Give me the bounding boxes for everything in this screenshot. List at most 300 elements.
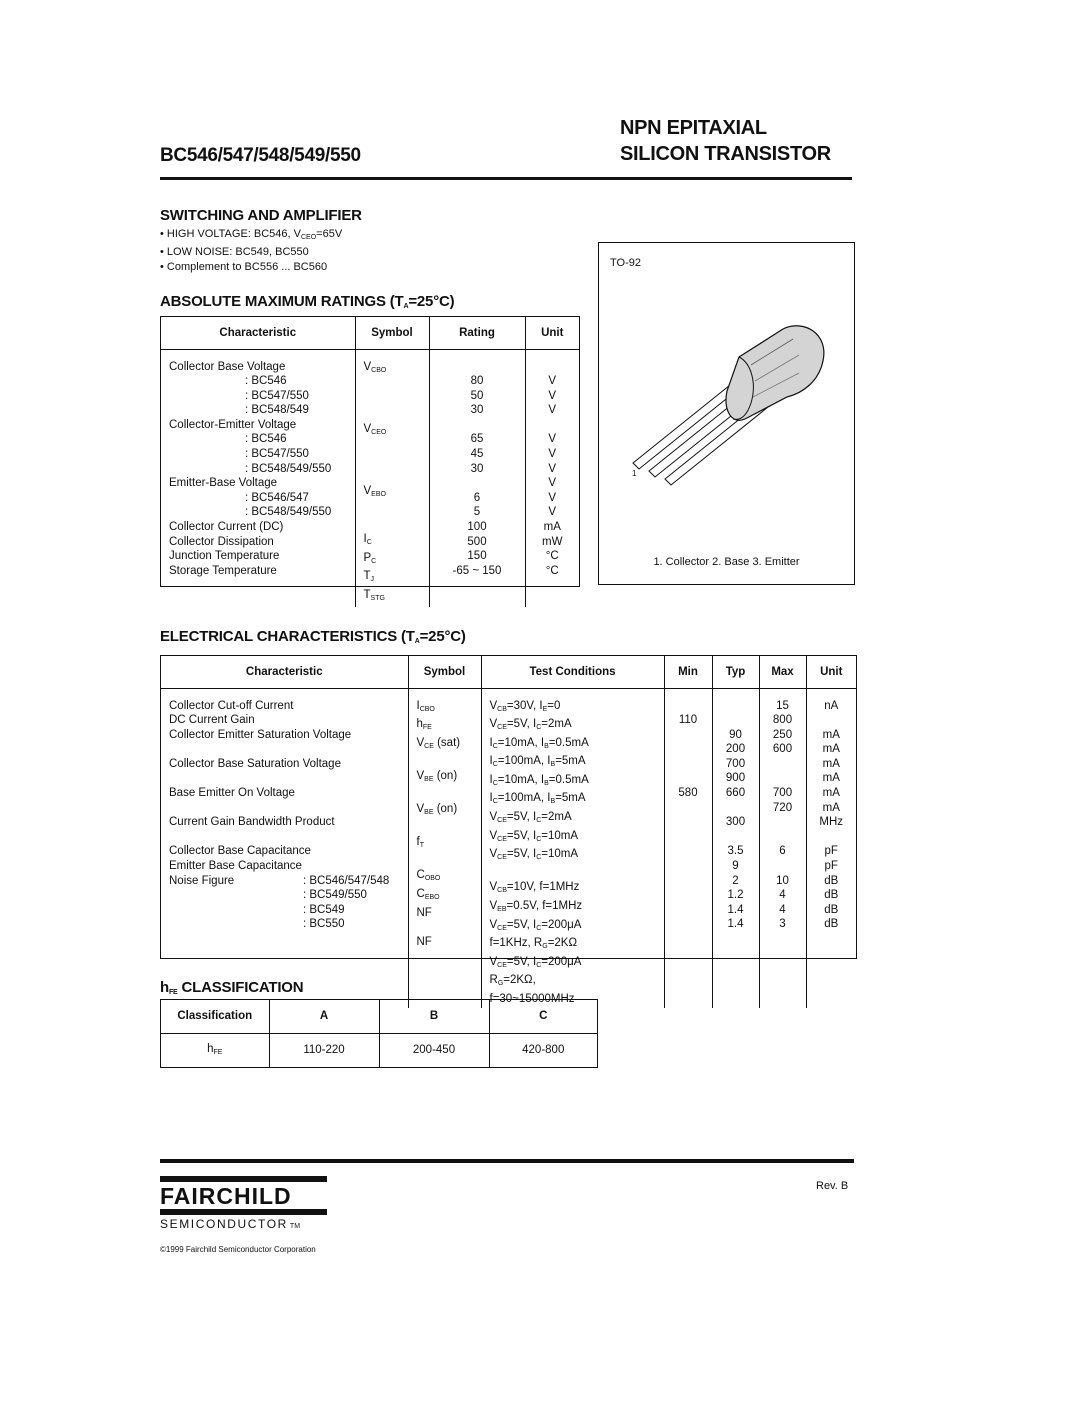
elec-condition-cell	[490, 955, 663, 974]
elec-unit-cell	[808, 830, 856, 845]
abs-unit-cell: °C	[545, 550, 559, 563]
condition-text: I	[489, 755, 493, 768]
abs-char-cell: Collector-Emitter Voltage	[169, 418, 297, 431]
elec-char-cell	[169, 844, 407, 859]
elec-symbol-suffix: (on)	[433, 769, 458, 782]
condition-subscript: C	[536, 924, 542, 932]
abs-symbol-cell	[364, 378, 428, 393]
elec-col-symbol: Symbol	[408, 656, 481, 688]
condition-subscript: CE	[497, 854, 507, 862]
condition-text: f=30~15000MHz	[489, 993, 575, 1005]
elec-symbol-cell	[417, 854, 480, 869]
condition-subscript: C	[536, 961, 542, 969]
elec-char-text: Base Emitter On Voltage	[169, 787, 295, 800]
condition-text: V	[489, 955, 498, 968]
feature-item	[160, 245, 342, 260]
abs-unit-cell: mW	[542, 535, 563, 548]
elec-char-cell	[169, 888, 407, 903]
elec-unit-cell: mA	[822, 728, 840, 741]
condition-text: =100mA, I	[497, 792, 551, 805]
condition-subscript: C	[492, 779, 498, 787]
elec-typ-cell	[714, 713, 758, 728]
condition-text: =200μA	[541, 955, 582, 968]
abs-symbol-subscript: STG	[370, 594, 385, 602]
elec-min-cell	[666, 742, 711, 757]
condition-subscript: CE	[497, 961, 507, 969]
abs-symbol-subscript: CEO	[371, 428, 387, 436]
to92-package-drawing	[627, 321, 827, 491]
elec-condition-cell	[490, 810, 663, 829]
elec-symbol-suffix: (on)	[433, 803, 458, 816]
condition-subscript: CE	[497, 924, 507, 932]
condition-subscript: CB	[497, 705, 507, 713]
hfe-value-b: 200-450	[379, 1033, 489, 1067]
abs-char-cell: : BC548/549	[245, 404, 309, 417]
hfe-col-b: B	[379, 1000, 489, 1033]
abs-rating-cell: 150	[467, 550, 487, 563]
abs-symbol-text: V	[363, 360, 372, 373]
condition-text: V	[489, 900, 498, 913]
elec-char-text: DC Current Gain	[169, 714, 255, 727]
elec-min-cell: 580	[678, 787, 698, 800]
elec-max-cell: 250	[772, 728, 793, 741]
elec-unit-cell: pF	[824, 845, 838, 858]
condition-subscript: C	[492, 798, 498, 806]
elec-unit-cell: mA	[822, 757, 840, 770]
elec-min-column	[664, 688, 712, 1008]
pinout-caption: 1. Collector 2. Base 3. Emitter	[653, 556, 800, 568]
condition-text: =0.5mA	[548, 773, 589, 786]
footer-rule	[160, 1159, 854, 1163]
abs-char-cell: Collector Dissipation	[169, 535, 274, 548]
abs-char-cell: : BC546/547	[245, 491, 309, 504]
condition-subscript: B	[550, 761, 556, 769]
logo-bar-bottom	[160, 1209, 327, 1215]
condition-text: V	[489, 811, 498, 824]
condition-text: V	[489, 699, 498, 712]
condition-subscript: CB	[497, 887, 507, 895]
abs-col-characteristic: Characteristic	[161, 317, 355, 349]
elec-symbol-subscript: EBO	[424, 894, 440, 902]
condition-text: I	[489, 792, 493, 805]
condition-subscript: EB	[497, 906, 507, 914]
type-line-1: NPN EPITAXIAL	[620, 117, 767, 139]
elec-symbol-subscript: BE	[424, 809, 434, 817]
elec-symbol-cell	[417, 964, 480, 979]
elec-max-cell	[761, 859, 805, 874]
abs-unit-cell: V	[548, 404, 557, 417]
abs-char-cell: : BC547/550	[245, 389, 309, 402]
abs-symbol-cell	[364, 484, 428, 503]
abs-rating-cell	[431, 418, 524, 433]
abs-symbol-cell	[364, 360, 428, 379]
elec-symbol-text: V	[416, 769, 425, 782]
elec-max-cell	[761, 771, 805, 786]
elec-condition-cell	[490, 791, 663, 810]
condition-text: =5V, I	[506, 848, 537, 861]
elec-unit-cell: nA	[824, 699, 839, 712]
abs-max-table	[160, 316, 580, 602]
elec-symbol-cell	[417, 887, 480, 906]
feature-item	[160, 227, 342, 245]
elec-max-cell: 800	[772, 714, 793, 727]
logo-bar-top	[160, 1176, 327, 1182]
hfe-value-c: 420-800	[522, 1043, 565, 1056]
condition-text: V	[489, 848, 498, 861]
elec-symbol-text: I	[416, 699, 420, 712]
elec-symbol-text: V	[416, 736, 425, 749]
elec-char-cell	[169, 917, 407, 932]
abs-symbol-column	[355, 349, 429, 607]
pin-one-label: 1	[632, 469, 637, 478]
condition-text: R	[489, 974, 498, 987]
condition-text: V	[489, 829, 498, 842]
abs-symbol-cell	[364, 517, 428, 532]
elec-unit-cell: dB	[824, 874, 839, 887]
elec-condition-cell	[490, 918, 663, 937]
abs-rating-cell: 50	[470, 389, 484, 402]
elec-col-typ: Typ	[712, 656, 759, 688]
elec-char-text: Noise Figure	[169, 874, 235, 887]
condition-subscript: C	[492, 742, 498, 750]
abs-symbol-cell	[364, 440, 428, 455]
abs-char-cell: : BC547/550	[245, 448, 309, 461]
hfe-table	[160, 999, 598, 1068]
abs-symbol-text: V	[363, 422, 372, 435]
elec-char-variant: : BC550	[303, 918, 345, 931]
elec-max-cell: 720	[772, 801, 793, 814]
abs-char-cell: Storage Temperature	[169, 564, 277, 577]
condition-text: =5mA	[555, 792, 586, 805]
abs-unit-cell	[527, 360, 579, 375]
abs-characteristic-column	[161, 349, 355, 607]
abs-rating-cell: 6	[473, 491, 481, 504]
elec-symbol-subscript: BE	[424, 775, 434, 783]
elec-typ-cell: 660	[725, 787, 746, 800]
elec-typ-cell	[714, 830, 758, 845]
elec-characteristic-column	[161, 688, 408, 1008]
elec-symbol-text: V	[416, 803, 425, 816]
elec-max-cell: 10	[776, 874, 789, 887]
abs-rating-column	[429, 349, 525, 607]
condition-subscript: CE	[497, 817, 507, 825]
hfe-col-classification: Classification	[161, 1000, 269, 1033]
elec-max-cell: 3	[779, 918, 786, 931]
elec-max-cell	[761, 815, 805, 830]
feature-text: • LOW NOISE: BC549, BC550	[160, 246, 309, 258]
elec-char-text: Collector Base Saturation Voltage	[169, 757, 341, 770]
elec-char-text: Current Gain Bandwidth Product	[169, 816, 335, 829]
condition-text: I	[489, 773, 493, 786]
hfe-heading: $h_{FE}$ CLASSIFICATION	[160, 979, 304, 996]
elec-typ-cell	[714, 932, 758, 947]
condition-text: I	[489, 736, 493, 749]
condition-subscript: B	[544, 779, 549, 787]
abs-symbol-cell	[364, 588, 428, 607]
elec-typ-cell: 200	[725, 743, 746, 756]
elec-typ-cell: 90	[729, 728, 742, 741]
elec-condition-cell	[490, 880, 663, 899]
abs-symbol-cell	[364, 569, 428, 588]
elec-unit-cell	[808, 713, 856, 728]
condition-text: =0.5mA	[548, 736, 589, 749]
elec-unit-cell: mA	[822, 743, 840, 756]
condition-text: f=1KHz, R	[489, 937, 543, 950]
elec-char-cell	[169, 742, 407, 757]
elec-heading: ELECTRICAL CHARACTERISTICS $(T_A=25^\circ C)$	[160, 628, 466, 645]
abs-rating-cell: 30	[470, 404, 484, 417]
elec-unit-cell: dB	[824, 903, 839, 916]
elec-min-cell	[666, 830, 711, 845]
elec-max-cell: 4	[779, 889, 786, 902]
elec-min-cell	[666, 844, 711, 859]
condition-subscript: CE	[497, 835, 507, 843]
elec-symbol-cell	[417, 802, 480, 821]
abs-unit-cell: V	[548, 462, 557, 475]
elec-symbol-subscript: CE	[424, 742, 434, 750]
elec-min-cell	[666, 757, 711, 772]
elec-unit-cell: dB	[824, 889, 839, 902]
abs-rating-cell: 45	[470, 448, 484, 461]
elec-typ-cell: 9	[732, 860, 739, 873]
copyright: ©1999 Fairchild Semiconductor Corporation	[160, 1245, 316, 1254]
elec-condition-cell	[490, 754, 663, 773]
elec-symbol-text: C	[416, 869, 425, 882]
condition-text: =5mA	[555, 755, 586, 768]
abs-char-cell: Emitter-Base Voltage	[169, 477, 278, 490]
elec-char-cell	[169, 699, 407, 714]
elec-char-cell	[169, 771, 407, 786]
abs-symbol-cell	[364, 551, 428, 570]
condition-text: =10mA	[541, 848, 579, 861]
condition-subscript: G	[542, 943, 548, 951]
elec-unit-cell: mA	[822, 772, 840, 785]
intro-heading: SWITCHING AND AMPLIFIER	[160, 207, 362, 224]
condition-subscript: C	[536, 854, 542, 862]
abs-symbol-cell	[364, 393, 428, 408]
elec-symbol-subscript: OBO	[424, 875, 441, 883]
package-name: TO-92	[610, 257, 641, 269]
elec-char-variant: : BC546/547/548	[303, 874, 390, 887]
abs-unit-cell: V	[548, 477, 557, 490]
elec-char-text: Collector Base Capacitance	[169, 845, 311, 858]
abs-char-cell: : BC546	[245, 375, 287, 388]
abs-unit-cell: mA	[543, 521, 561, 534]
elec-symbol-text: C	[416, 888, 425, 901]
abs-rating-cell: 30	[470, 462, 484, 475]
elec-typ-column	[712, 688, 759, 1008]
elec-max-cell: 6	[779, 845, 786, 858]
abs-char-cell: Junction Temperature	[169, 550, 280, 563]
abs-char-cell: Collector Current (DC)	[169, 521, 284, 534]
abs-rating-cell: -65 ~ 150	[452, 564, 502, 577]
abs-unit-cell: V	[548, 433, 557, 446]
elec-condition-cell	[490, 899, 663, 918]
abs-char-cell: : BC548/549/550	[245, 462, 332, 475]
condition-text: =2KΩ	[547, 937, 578, 950]
elec-min-cell	[666, 859, 711, 874]
condition-text: =100mA, I	[497, 755, 551, 768]
elec-min-cell: 110	[678, 714, 698, 727]
abs-unit-cell: V	[548, 448, 557, 461]
elec-symbol-cell	[417, 868, 480, 887]
condition-subscript: B	[550, 798, 556, 806]
condition-text: =200μA	[541, 918, 582, 931]
abs-unit-cell: °C	[545, 564, 559, 577]
condition-text: =10mA, I	[497, 773, 545, 786]
elec-condition-cell	[490, 773, 663, 792]
logo-wordmark: FAIRCHILD	[160, 1183, 292, 1209]
elec-char-variant: : BC549/550	[303, 889, 367, 902]
elec-symbol-cell	[417, 935, 480, 950]
elec-max-cell	[761, 757, 805, 772]
elec-min-cell	[666, 917, 711, 932]
elec-typ-cell: 1.4	[727, 903, 744, 916]
condition-subscript: C	[492, 761, 498, 769]
condition-subscript: C	[536, 817, 542, 825]
elec-typ-cell: 1.2	[727, 889, 744, 902]
elec-typ-cell: 1.4	[727, 918, 744, 931]
hfe-col-a: A	[269, 1000, 379, 1033]
elec-char-cell	[169, 713, 407, 728]
condition-subscript: E	[542, 705, 548, 713]
elec-max-cell: 700	[772, 787, 793, 800]
elec-symbol-cell	[417, 736, 480, 755]
condition-subscript: C	[536, 835, 542, 843]
abs-rating-cell: 80	[470, 375, 484, 388]
elec-condition-cell	[490, 847, 663, 866]
elec-symbol-cell	[417, 699, 480, 718]
elec-char-cell	[169, 757, 407, 772]
elec-conditions-column	[481, 688, 664, 1008]
abs-unit-cell	[527, 418, 579, 433]
elec-max-cell	[761, 830, 805, 845]
fairchild-logo	[160, 1176, 350, 1236]
abs-col-rating: Rating	[429, 317, 525, 349]
elec-max-cell: 600	[772, 743, 793, 756]
condition-text: =5V, I	[506, 718, 537, 731]
elec-typ-cell: 300	[725, 816, 746, 829]
package-box	[598, 242, 855, 585]
abs-symbol-text: V	[363, 485, 372, 498]
abs-col-symbol: Symbol	[355, 317, 429, 349]
abs-unit-cell: V	[548, 389, 557, 402]
abs-rating-cell	[431, 360, 524, 375]
elec-typ-cell: 700	[725, 757, 746, 770]
abs-symbol-cell	[364, 455, 428, 470]
elec-condition-cell	[490, 736, 663, 755]
elec-condition-cell	[490, 699, 663, 718]
hfe-row-label: $h_{FE}$	[161, 1033, 269, 1067]
abs-symbol-text: I	[363, 533, 367, 546]
elec-char-cell	[169, 728, 407, 743]
elec-unit-cell: pF	[824, 860, 838, 873]
abs-rating-cell: 500	[467, 535, 487, 548]
elec-char-variant: : BC549	[303, 903, 345, 916]
header-rule	[160, 177, 852, 180]
elec-min-cell	[666, 903, 711, 918]
elec-max-column	[759, 688, 806, 1008]
abs-symbol-cell	[364, 503, 428, 518]
elec-unit-cell	[808, 932, 856, 947]
elec-max-cell	[761, 932, 805, 947]
elec-char-cell	[169, 801, 407, 816]
elec-symbol-text: f	[416, 836, 420, 849]
elec-char-cell	[169, 830, 407, 845]
elec-min-cell	[666, 771, 711, 786]
elec-symbol-text: NF	[416, 935, 432, 948]
elec-char-cell	[169, 815, 407, 830]
elec-typ-cell: 3.5	[727, 845, 744, 858]
condition-text: =30V, I	[506, 699, 543, 712]
feature-text-end: =65V	[316, 228, 343, 240]
elec-col-unit: Unit	[806, 656, 856, 688]
elec-symbol-cell	[417, 835, 480, 854]
elec-symbol-text: NF	[416, 906, 432, 919]
package-body	[726, 326, 824, 421]
abs-rating-cell	[431, 476, 524, 491]
abs-unit-cell: V	[548, 506, 557, 519]
elec-symbol-cell	[417, 821, 480, 836]
condition-text: =5V, I	[506, 829, 537, 842]
elec-col-characteristic: Characteristic	[161, 656, 408, 688]
condition-text: =10mA	[541, 829, 579, 842]
abs-char-cell: : BC546	[245, 433, 287, 446]
elec-unit-cell: mA	[822, 787, 840, 800]
elec-char-text: Emitter Base Capacitance	[169, 860, 302, 873]
elec-max-cell: 4	[779, 903, 786, 916]
feature-subscript: CEO	[301, 234, 317, 241]
feature-list	[160, 227, 342, 275]
condition-text: =2mA	[541, 718, 572, 731]
revision-label: Rev. B	[816, 1180, 849, 1192]
abs-symbol-subscript: C	[371, 557, 377, 565]
condition-text: =0	[547, 699, 561, 712]
abs-symbol-cell	[364, 532, 428, 551]
abs-rating-cell: 65	[470, 433, 484, 446]
elec-char-text: Collector Cut-off Current	[169, 699, 294, 712]
condition-text: =2KΩ,	[503, 974, 536, 987]
abs-symbol-text: T	[363, 570, 371, 583]
elec-typ-cell	[714, 801, 758, 816]
elec-symbol-cell	[417, 787, 480, 802]
condition-subscript: CE	[497, 724, 507, 732]
elec-char-cell	[169, 786, 407, 801]
elec-col-min: Min	[664, 656, 712, 688]
hfe-value-a: 110-220	[269, 1033, 379, 1067]
elec-col-test-conditions: Test Conditions	[481, 656, 664, 688]
condition-text: =5V, I	[506, 811, 537, 824]
condition-subscript: G	[497, 980, 504, 988]
elec-symbol-cell	[417, 717, 480, 736]
elec-char-cell	[169, 859, 407, 874]
part-numbers-title: BC546/547/548/549/550	[160, 145, 361, 166]
elec-typ-cell: 2	[732, 874, 739, 887]
elec-min-cell	[666, 699, 711, 714]
elec-unit-cell: mA	[822, 801, 840, 814]
elec-symbol-subscript: CBO	[419, 705, 435, 713]
elec-symbol-cell	[417, 949, 480, 964]
elec-unit-column	[806, 688, 856, 1008]
elec-condition-cell	[490, 973, 663, 992]
condition-text: =5V, I	[506, 955, 537, 968]
elec-char-cell	[169, 874, 407, 889]
condition-subscript: C	[536, 724, 542, 732]
elec-max-cell: 15	[776, 699, 789, 712]
condition-subscript: B	[544, 742, 549, 750]
condition-text: =2mA	[541, 811, 572, 824]
condition-text: =10V, f=1MHz	[506, 881, 580, 894]
